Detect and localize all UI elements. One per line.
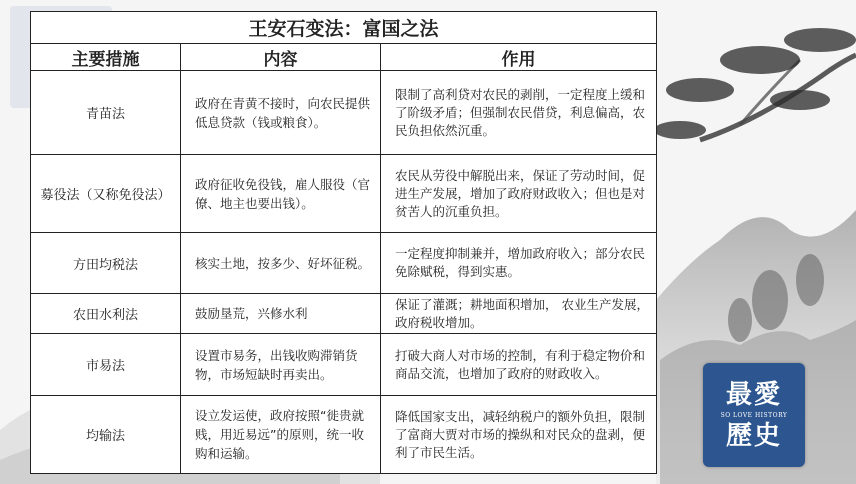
brand-logo-line2: 歷史 — [725, 420, 782, 451]
content-cell: 政府征收免役钱，雇人服役（官僚、地主也要出钱）。 — [181, 155, 381, 233]
measure-cell: 市易法 — [31, 334, 181, 396]
content-cell: 核实土地，按多少、好坏征税。 — [181, 233, 381, 294]
reform-table — [30, 11, 657, 474]
effect-cell: 保证了灌溉；耕地面积增加， 农业生产发展，政府税收增加。 — [381, 294, 657, 334]
effect-cell: 农民从劳役中解脱出来，保证了劳动时间，促进生产发展，增加了政府财政收入；但也是对贫苦人的沉重负担。 — [381, 155, 657, 233]
measure-cell: 青苗法 — [31, 71, 181, 155]
brand-logo-line1: 最愛 — [725, 379, 782, 410]
content-cell: 鼓励垦荒，兴修水利 — [181, 294, 381, 334]
table-title: 王安石变法：富国之法 — [31, 12, 657, 44]
table-header-row — [31, 44, 657, 71]
header-effect: 作用 — [381, 44, 657, 71]
measure-cell: 方田均税法 — [31, 233, 181, 294]
content-cell: 设置市易务，出钱收购滞销货物，市场短缺时再卖出。 — [181, 334, 381, 396]
effect-cell: 一定程度抑制兼并，增加政府收入；部分农民免除赋税，得到实惠。 — [381, 233, 657, 294]
measure-cell: 农田水利法 — [31, 294, 181, 334]
measure-cell: 均输法 — [31, 396, 181, 474]
header-measure: 主要措施 — [31, 44, 181, 71]
header-content: 内容 — [181, 44, 381, 71]
content-cell: 设立发运使，政府按照“徙贵就贱，用近易远”的原则，统一收购和运输。 — [181, 396, 381, 474]
effect-cell: 打破大商人对市场的控制，有利于稳定物价和商品交流，也增加了政府的财政收入。 — [381, 334, 657, 396]
effect-cell: 限制了高利贷对农民的剥削，一定程度上缓和了阶级矛盾；但强制农民借贷，利息偏高，农民负担依然沉重。 — [381, 71, 657, 155]
table-row — [31, 155, 657, 233]
table-row — [31, 294, 657, 334]
brand-logo — [703, 363, 805, 467]
table-row — [31, 396, 657, 474]
effect-cell: 降低国家支出，减轻纳税户的额外负担，限制了富商大贾对市场的操纵和对民众的盘剥，便利了市民生活。 — [381, 396, 657, 474]
content-cell: 政府在青黄不接时，向农民提供低息贷款（钱或粮食）。 — [181, 71, 381, 155]
table-row — [31, 233, 657, 294]
table-row — [31, 71, 657, 155]
table-row — [31, 334, 657, 396]
brand-logo-subtitle: SO LOVE HISTORY — [720, 411, 788, 419]
table-title-row — [31, 12, 657, 44]
measure-cell: 募役法（又称免役法） — [31, 155, 181, 233]
